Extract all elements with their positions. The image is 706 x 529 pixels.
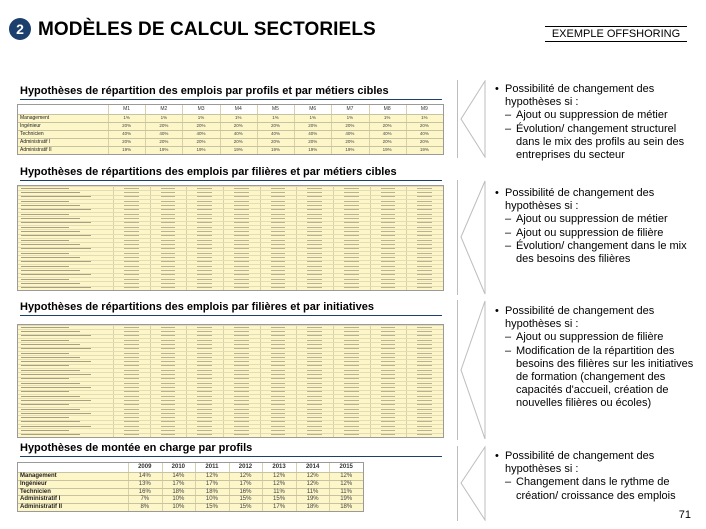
table-cell: 40% [419,131,429,136]
column-header: 2013 [272,464,286,470]
table-cell: 1% [160,115,168,120]
column-header: M5 [272,106,279,112]
table-cell: 1% [309,115,316,120]
table-cell: 19% [382,147,392,152]
table-cell: 17% [273,504,286,511]
column-header: 2014 [305,464,320,470]
table-cell: 18% [340,504,353,511]
row-label: Management [20,473,57,479]
table-cell: 12% [340,480,353,487]
column-header: 2010 [171,464,186,470]
table-cell: 20% [419,139,429,144]
table-cell: 20% [308,139,318,144]
note-bullet: Possibilité de changement des hypothèses si : [505,450,655,476]
note-bullet: Possibilité de changement des hypothèses si : [505,83,655,109]
table-cell: 40% [308,131,318,136]
table-cell: 20% [122,123,132,128]
section-heading-profiles: Hypothèses de répartition des emplois par profils et par métiers cibles [20,85,442,100]
divider-arrow [457,80,488,158]
column-header: M2 [160,106,168,112]
divider-arrow [457,180,488,295]
table-cell: 15% [239,496,252,503]
table-cell: 18% [306,504,319,511]
table-cell: 19% [196,147,206,152]
row-label: Ingénieur [20,480,48,487]
table-cell: 10% [205,496,218,503]
table-cell: 12% [205,473,218,479]
table-cell: 20% [382,139,392,144]
row-label: Administratif I [20,496,61,503]
table-cell: 40% [345,131,355,136]
table-cell: 1% [197,115,205,120]
note-sub-item: Ajout ou suppression de métier [516,109,668,122]
table-cell: 40% [270,131,280,136]
table-cell: 19% [159,147,169,152]
table-cell: 20% [159,123,169,128]
table-cell: 13% [138,480,151,487]
divider-arrow [457,300,488,440]
table-cell: 20% [345,139,355,144]
column-header: M1 [123,106,131,112]
table-cell: 18% [205,488,218,495]
note-sub-item: Changement dans le rythme de création/ croissance des emplois [516,476,676,502]
table-cell: 17% [172,480,185,487]
table-cell: 19% [419,147,429,152]
note-sub-item: Ajout ou suppression de métier [516,213,668,226]
table-cell: 20% [196,139,206,144]
column-header: M9 [420,106,428,112]
table-cell: 18% [172,488,185,495]
table-cell: 14% [138,473,151,479]
section-heading-filieres-metiers: Hypothèses de répartitions des emplois par filières et par métiers cibles [20,166,442,181]
row-label: Technicien [20,488,51,495]
table-cell: 10% [172,496,185,503]
table-cell: 17% [239,480,252,487]
table-cell: 12% [340,473,353,479]
column-header: 2011 [205,464,219,470]
section-heading-montee-charge: Hypothèses de montée en charge par profils [20,442,442,457]
table-cell: 1% [272,115,279,120]
table-cell: 1% [421,115,428,120]
table-cell: 11% [273,488,285,495]
column-header: 2009 [138,464,152,470]
section-number-badge: 2 [9,18,31,40]
table-cell: 16% [138,488,151,495]
table-cell: 20% [270,123,280,128]
note-block-4: • Possibilité de changement des hypothèses si : – Changement dans le rythme de création/ croissance des emplois [495,450,695,503]
table-cell: 40% [122,131,132,136]
table-cell: 19% [308,147,318,152]
table-cell: 12% [306,480,319,487]
table-cell: 15% [205,504,218,511]
table-cell: 11% [340,488,352,495]
table-montee-charge [17,462,364,512]
note-block-3: • Possibilité de changement des hypothèses si : – Ajout ou suppression de filière – Modification de la répartition des besoins des filières sur les initiatives de formation (changement des capacités d'accueil, création de nouvelles filières ou écoles) [495,305,694,410]
column-header: 2015 [339,464,353,470]
table-cell: 12% [306,473,319,479]
table-cell: 1% [346,115,354,120]
table-cell: 20% [233,139,243,144]
table-cell: 20% [233,123,243,128]
page-number: 71 [678,509,691,521]
table-cell: 20% [270,139,280,144]
divider-arrow [457,446,488,521]
table-cell: 1% [383,115,391,120]
table-cell: 7% [140,496,150,503]
note-sub-item: Ajout ou suppression de filière [516,226,664,239]
column-header: M8 [383,106,391,112]
table-cell: 11% [306,488,319,495]
table-cell: 12% [273,480,286,487]
note-block-2: • Possibilité de changement des hypothèses si : – Ajout ou suppression de métier – Ajout ou suppression de filière – Évolution/ changement dans le mix des besoins des filières [495,187,695,266]
row-label: Technicien [20,131,44,137]
note-bullet: Possibilité de changement des hypothèses si : [505,305,655,331]
row-label: Administratif I [20,139,51,145]
table-cell: 12% [273,473,286,479]
note-sub-item: Évolution/ changement dans le mix des besoins des filières [516,239,687,266]
note-bullet: Possibilité de changement des hypothèses si : [505,187,655,213]
column-header: M3 [197,106,205,112]
table-cell: 8% [140,504,150,511]
note-sub-item: Modification de la répartition des besoins des filières sur les initiatives de formation (changement des capacités d'accueil, création de nouvelles filières ou écoles) [516,344,694,410]
table-cell: 15% [273,496,286,503]
table-cell: 19% [122,147,132,152]
table-cell: 1% [123,115,130,120]
table-cell: 40% [196,131,206,136]
note-sub-item: Évolution/ changement structurel dans le mix des profils au sein des entreprises du secteur [516,122,685,162]
table-cell: 12% [239,473,252,479]
table-cell: 20% [308,123,318,128]
table-cell: 16% [239,488,252,495]
table-cell: 40% [382,131,392,136]
table-cell: 19% [306,496,319,503]
table-cell: 40% [159,131,169,136]
row-label: Administratif II [20,504,63,511]
table-cell: 20% [419,123,429,128]
table-cell: 19% [270,147,280,152]
column-header: M6 [309,106,317,112]
table-profiles-metiers [17,104,444,155]
table-cell: 20% [196,123,206,128]
table-cell: 19% [340,496,353,503]
column-header: M4 [234,106,242,112]
table-cell: 20% [122,139,132,144]
table-cell: 17% [205,480,218,487]
row-label: Administratif II [20,147,52,153]
row-label: Ingénieur [20,123,41,129]
table-cell: 40% [233,131,243,136]
section-heading-filieres-initiatives: Hypothèses de répartitions des emplois par filières et par initiatives [20,301,442,316]
table-cell: 19% [345,147,355,152]
table-cell: 20% [345,123,355,128]
table-cell: 15% [239,504,252,511]
table-cell: 20% [159,139,169,144]
note-block-1: • Possibilité de changement des hypothèses si : – Ajout ou suppression de métier – Évolution/ changement structurel dans le mix des profils au sein des entreprises du secteur [495,83,695,162]
row-label: Management [20,115,50,121]
table-cell: 1% [235,115,242,120]
page-title: MODÈLES DE CALCUL SECTORIELS [38,19,376,40]
example-tag: EXEMPLE OFFSHORING [545,26,687,42]
column-header: 2012 [238,464,253,470]
table-filieres-initiatives [17,324,444,438]
table-cell: 14% [172,473,185,479]
note-sub-item: Ajout ou suppression de filière [516,331,664,344]
column-header: M7 [346,106,354,112]
table-cell: 19% [233,147,243,152]
table-filieres-metiers [17,185,444,291]
table-cell: 10% [172,504,185,511]
table-cell: 20% [382,123,392,128]
